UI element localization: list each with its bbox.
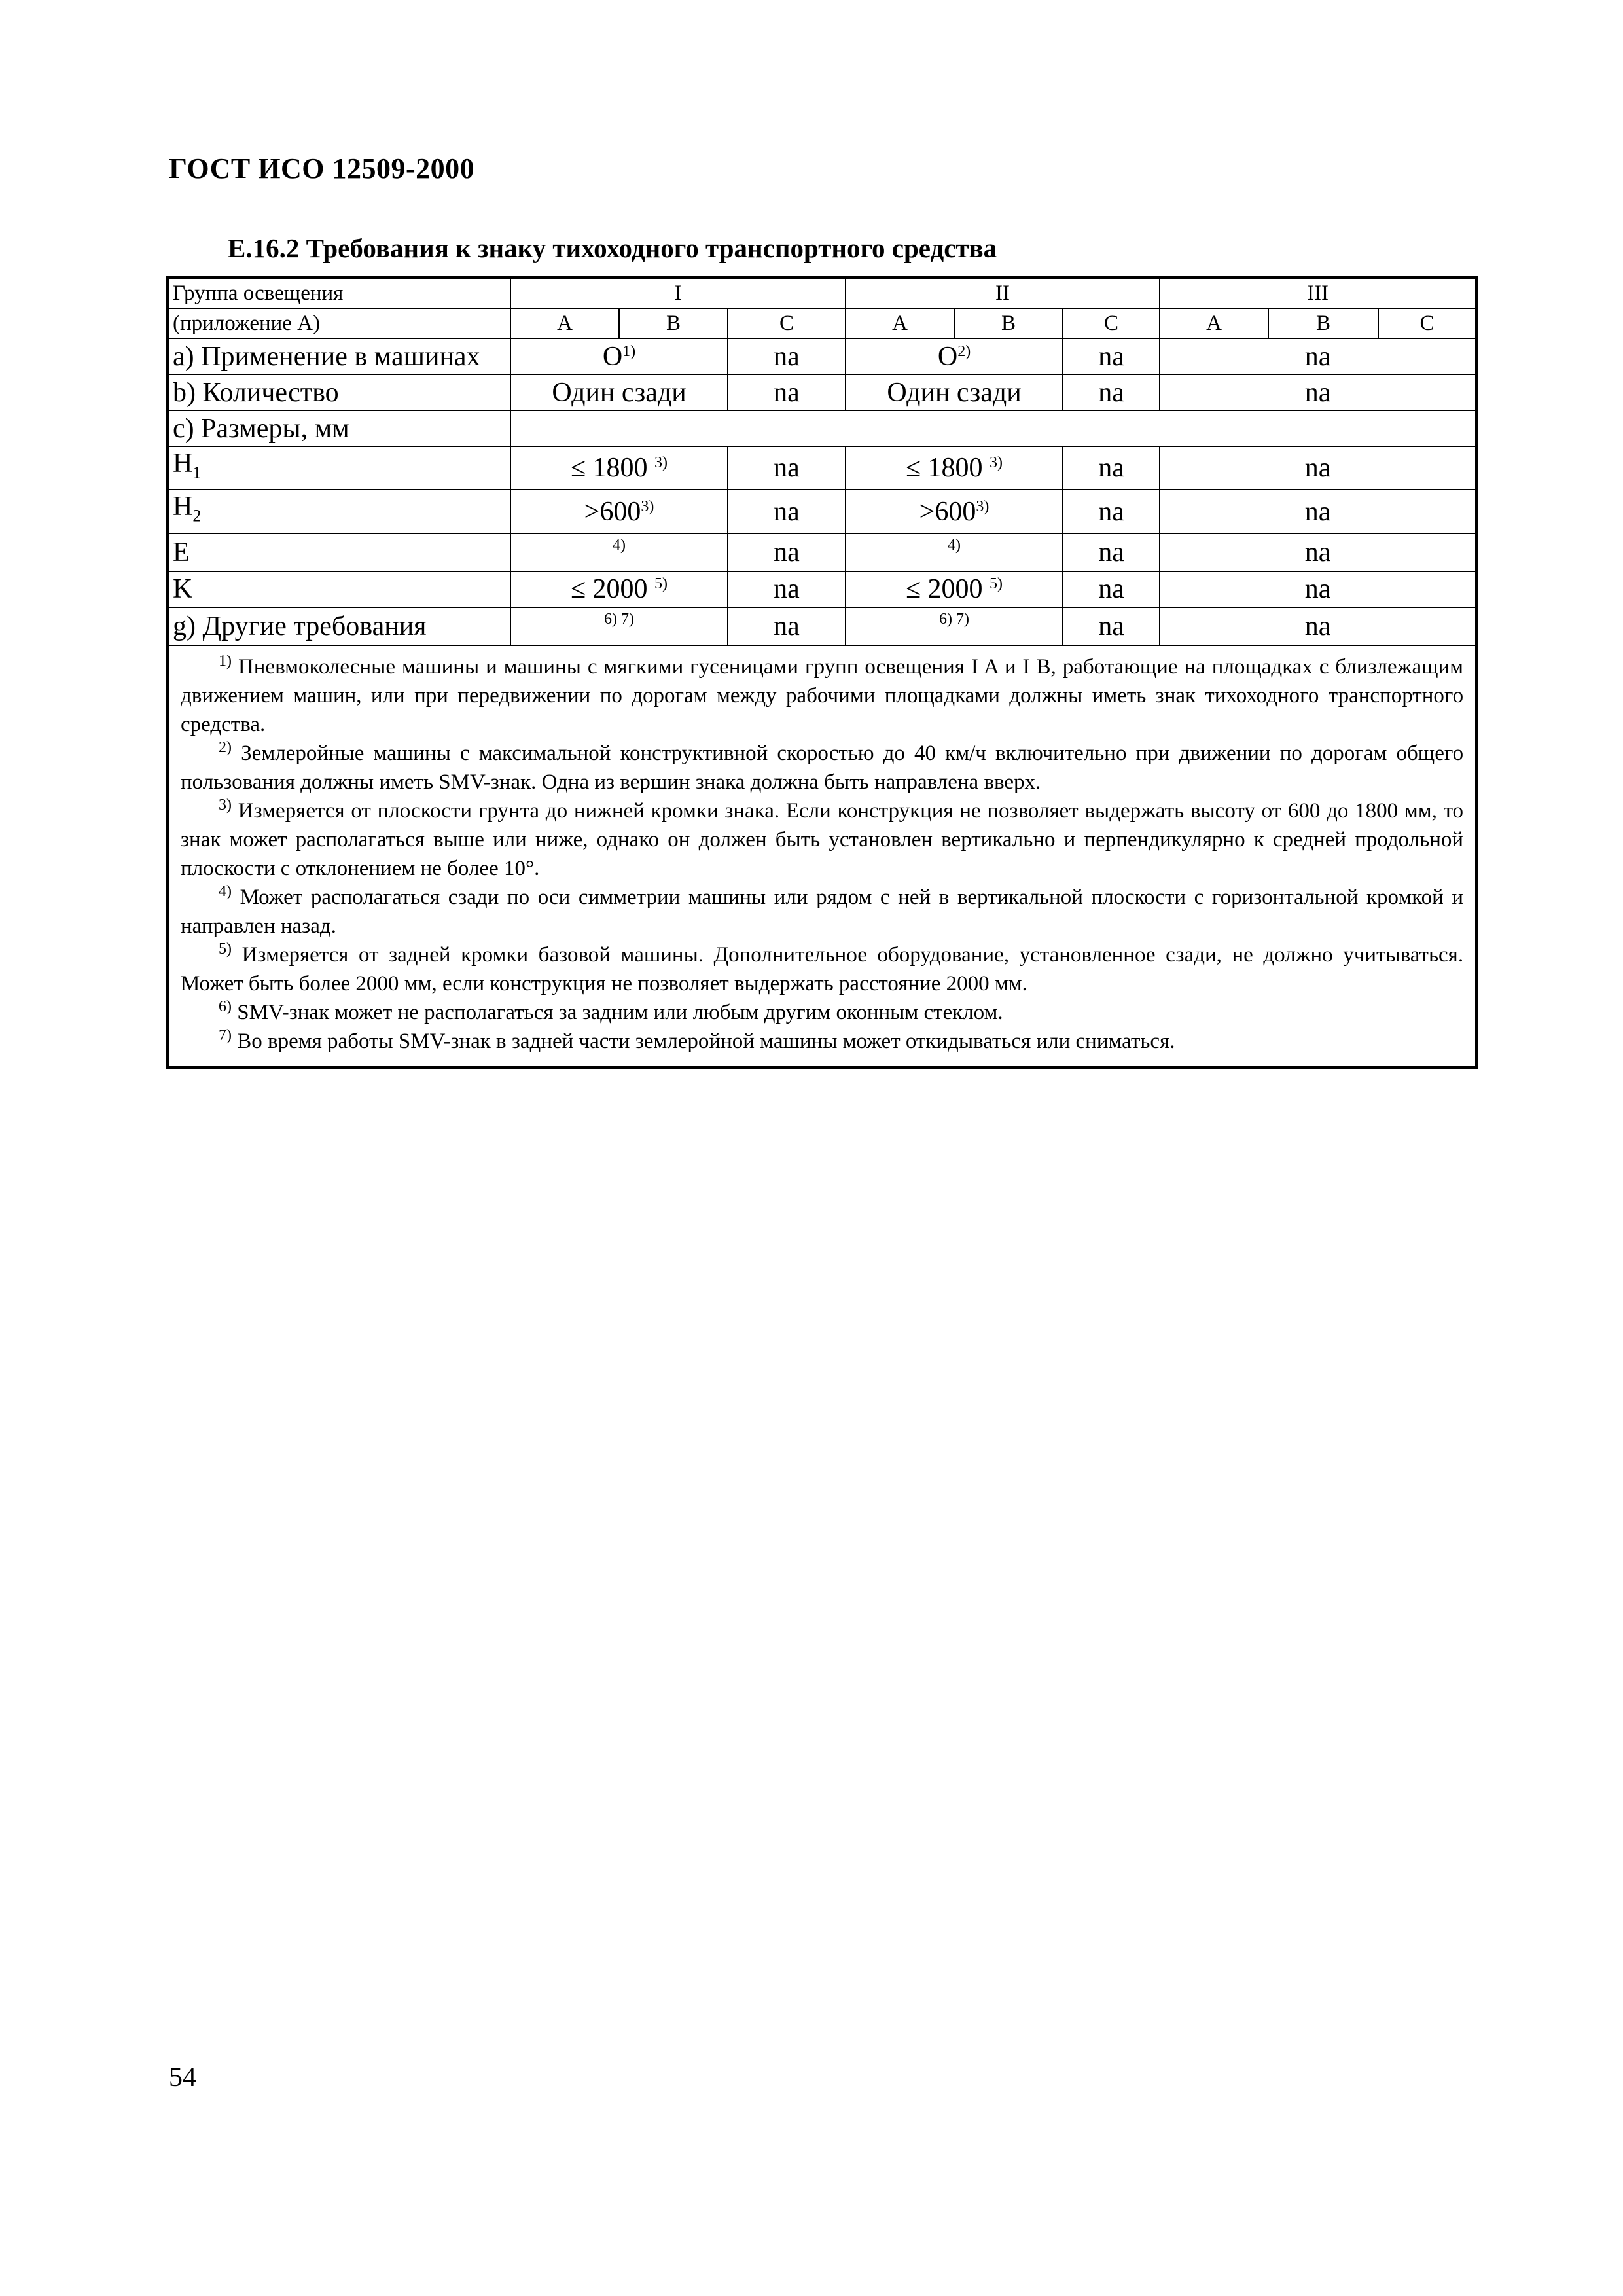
cell-group2-c: na (1063, 490, 1160, 533)
cell-group2-ab: 6) 7) (846, 607, 1063, 645)
cell-group3: na (1160, 607, 1476, 645)
cell-group1-c: na (728, 338, 846, 374)
subgroup-header: A (510, 308, 619, 338)
cell-group2-c: na (1063, 533, 1160, 571)
footnote: $^{5)}$ Измеряется от задней кромки базовой машины. Дополнительное оборудование, установленное сзади, не должно учитываться. Может быть более 2000 мм, если конструкция не позволяет выдержать расстояние 2000 мм. (181, 940, 1464, 996)
section-title: Е.16.2 Требования к знаку тихоходного транспортного средства (228, 233, 997, 263)
cell-group1-ab: $O^{1)}$ (510, 338, 728, 374)
table-row (168, 374, 1476, 410)
row-label: а) Применение в машинах (168, 338, 510, 374)
cell-group1-ab: Один сзади (510, 374, 728, 410)
subgroup-header: C (1378, 308, 1476, 338)
cell-group1-ab: 4) (510, 533, 728, 571)
group-label-annex: (приложение А) (168, 308, 510, 338)
cell-group1-c: na (728, 490, 846, 533)
footnote: $^{3)}$ Измеряется от плоскости грунта до нижней кромки знака. Если конструкция не позволяет выдержать высоту от 600 до 1800 мм, то знак может располагаться выше или ниже, однако он должен быть установлен вертикально и перпендикулярно к средней продольной плоскости с отклонением не более 10°. (181, 796, 1464, 880)
cell-group3: na (1160, 374, 1476, 410)
table-row (168, 338, 1476, 374)
row-label: g) Другие требования (168, 607, 510, 645)
requirements-table (166, 276, 1478, 1069)
cell-group1-c: na (728, 374, 846, 410)
table-row (168, 571, 1476, 607)
cell-group3: na (1160, 533, 1476, 571)
table-row (168, 410, 1476, 446)
cell-group2-ab: 4) (846, 533, 1063, 571)
table-row (168, 446, 1476, 490)
footnotes-row (168, 645, 1476, 1067)
subgroup-header: B (619, 308, 728, 338)
table-row (168, 490, 1476, 533)
subgroup-header: B (954, 308, 1063, 338)
cell-group3: na (1160, 446, 1476, 490)
cell-group3: na (1160, 571, 1476, 607)
row-label: b) Количество (168, 374, 510, 410)
subgroup-header: A (846, 308, 954, 338)
footnote: $^{1)}$ Пневмоколесные машины и машины с мягкими гусеницами групп освещения I A и I B, работающие на площадках с близлежащим движением машин, или при передвижении по дорогам между рабочими площадками должны иметь знак тихоходного транспортного средства. (181, 652, 1464, 736)
footnote: $^{4)}$ Может располагаться сзади по оси симметрии машины или рядом с ней в вертикальной плоскости с горизонтальной кромкой и направлен назад. (181, 882, 1464, 938)
group-header: III (1160, 278, 1476, 308)
footnotes (168, 645, 1476, 1067)
table-row (168, 533, 1476, 571)
row-label: E (168, 533, 510, 571)
group-header: I (510, 278, 846, 308)
cell-group3: na (1160, 490, 1476, 533)
subgroup-header: C (728, 308, 846, 338)
footnote: $^{6)}$ SMV-знак может не располагаться за задним или любым другим оконным стеклом. (219, 997, 1003, 1024)
cell-group1-ab: ≤ 1800 $^{3)}$ (510, 446, 728, 490)
cell-group2-c: na (1063, 607, 1160, 645)
row-label: $H_1$ (168, 446, 510, 490)
row-label: с) Размеры, мм (168, 410, 510, 446)
cell-group1-c: na (728, 571, 846, 607)
footnote: $^{7)}$ Во время работы SMV-знак в задней части землеройной машины может откидываться или сниматься. (219, 1026, 1175, 1053)
cell-empty-span (510, 410, 1476, 446)
page-number: 54 (169, 2062, 196, 2092)
subgroup-header: C (1063, 308, 1160, 338)
row-label: K (168, 571, 510, 607)
document-code-header: ГОСТ ИСО 12509-2000 (169, 152, 475, 185)
table-header-row-groups (168, 278, 1476, 308)
cell-group3: na (1160, 338, 1476, 374)
subgroup-header: B (1268, 308, 1378, 338)
cell-group1-ab: 6) 7) (510, 607, 728, 645)
cell-group2-ab: $>600^{3)}$ (846, 490, 1063, 533)
footnote: $^{2)}$ Землеройные машины с максимальной конструктивной скоростью до 40 км/ч включительно при движении по дорогам общего пользования должны иметь SMV-знак. Одна из вершин знака должна быть направлена вверх. (181, 738, 1464, 794)
group-header: II (846, 278, 1160, 308)
cell-group2-ab: ≤ 2000 $^{5)}$ (846, 571, 1063, 607)
cell-group1-c: na (728, 446, 846, 490)
cell-group1-ab: ≤ 2000 $^{5)}$ (510, 571, 728, 607)
cell-group2-c: na (1063, 338, 1160, 374)
group-label: Группа освещения (168, 278, 510, 308)
cell-group1-ab: $>600^{3)}$ (510, 490, 728, 533)
cell-group2-c: na (1063, 374, 1160, 410)
cell-group2-ab: ≤ 1800 $^{3)}$ (846, 446, 1063, 490)
cell-group1-c: na (728, 533, 846, 571)
cell-group2-c: na (1063, 446, 1160, 490)
table-row (168, 607, 1476, 645)
cell-group2-ab: $O^{2)}$ (846, 338, 1063, 374)
row-label: $H_2$ (168, 490, 510, 533)
cell-group1-c: na (728, 607, 846, 645)
table-header-row-subgroups (168, 308, 1476, 338)
cell-group2-ab: Один сзади (846, 374, 1063, 410)
cell-group2-c: na (1063, 571, 1160, 607)
subgroup-header: A (1160, 308, 1268, 338)
